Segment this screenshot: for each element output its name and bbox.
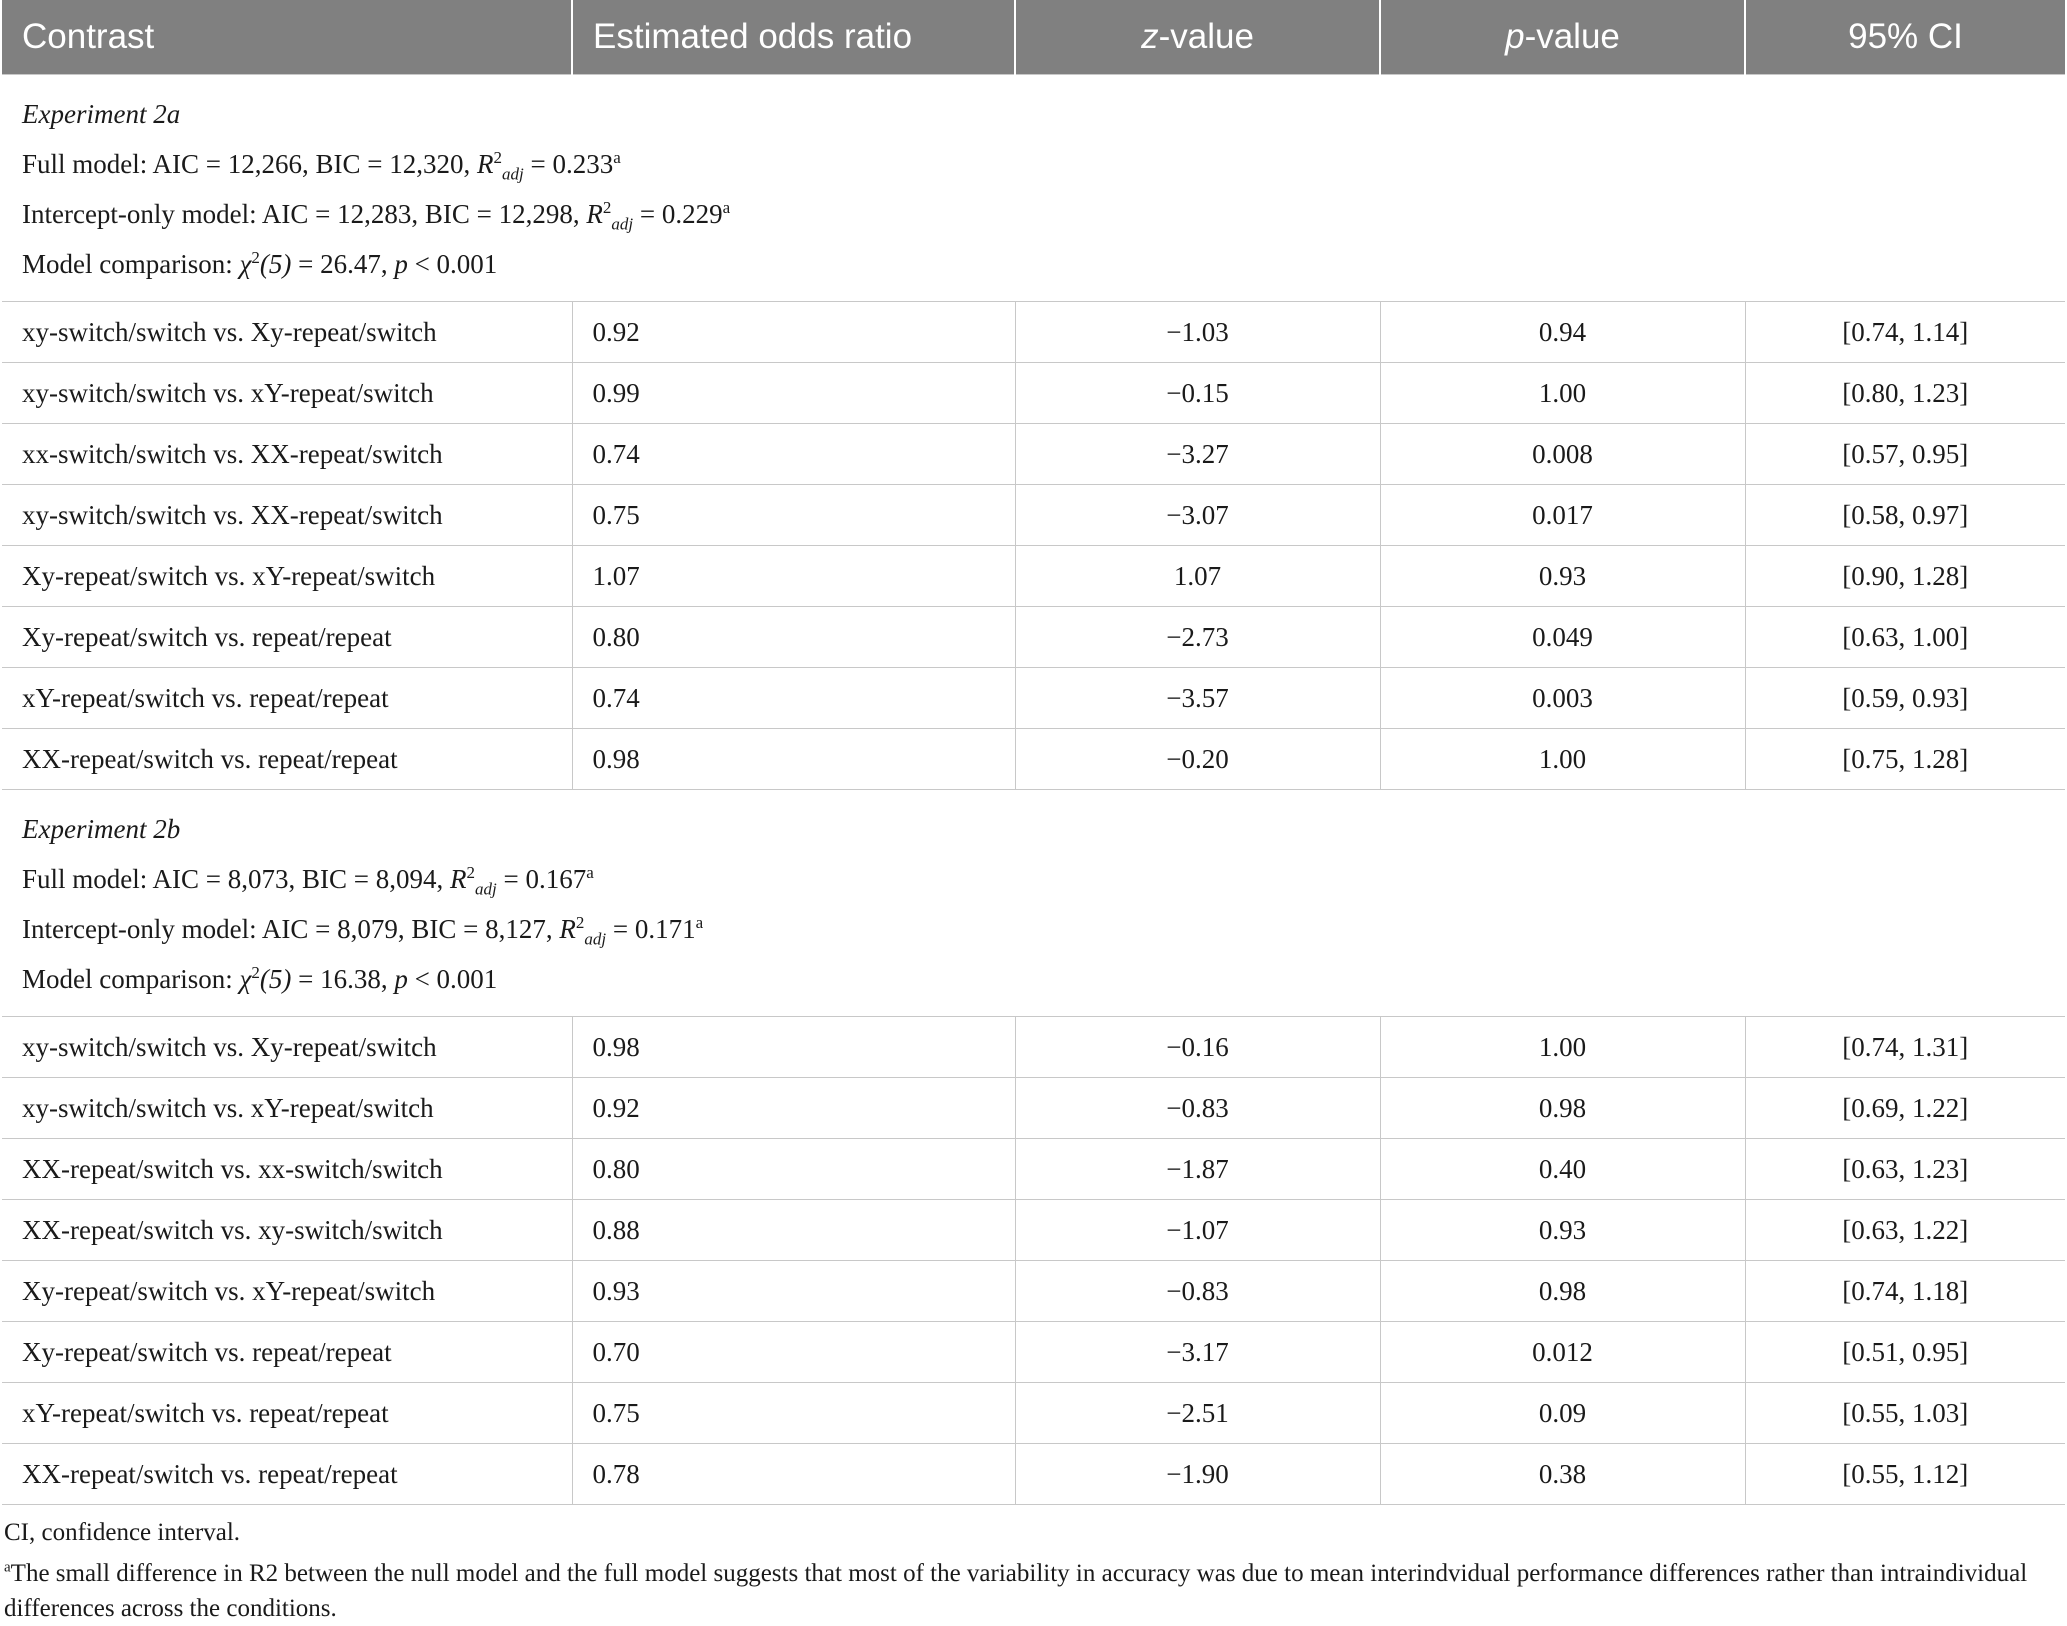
ci-cell: [0.90, 1.28] xyxy=(1745,546,2065,607)
z-value-cell: −3.17 xyxy=(1015,1322,1380,1383)
comparison-p: p xyxy=(394,249,408,279)
z-value-cell: −3.27 xyxy=(1015,424,1380,485)
intercept-model-line-r: R xyxy=(586,199,603,229)
full-model-line xyxy=(22,854,2065,904)
p-value-cell: 1.00 xyxy=(1380,363,1745,424)
odds-ratio-cell: 0.70 xyxy=(572,1322,1015,1383)
p-value-cell: 0.008 xyxy=(1380,424,1745,485)
table-row xyxy=(2,1444,2065,1505)
contrast-cell: xY-repeat/switch vs. repeat/repeat xyxy=(2,668,572,729)
ci-cell: [0.69, 1.22] xyxy=(1745,1078,2065,1139)
contrast-cell: Xy-repeat/switch vs. repeat/repeat xyxy=(2,1322,572,1383)
ci-cell: [0.74, 1.31] xyxy=(1745,1017,2065,1078)
p-value-cell: 0.003 xyxy=(1380,668,1745,729)
contrast-cell: XX-repeat/switch vs. repeat/repeat xyxy=(2,729,572,790)
table-row xyxy=(2,546,2065,607)
header-z-rest: -value xyxy=(1158,17,1254,56)
intercept-model-line xyxy=(22,189,2065,239)
odds-ratio-cell: 0.92 xyxy=(572,1078,1015,1139)
contrast-cell: Xy-repeat/switch vs. xY-repeat/switch xyxy=(2,1261,572,1322)
p-value-cell: 0.017 xyxy=(1380,485,1745,546)
model-comparison-line xyxy=(22,239,2065,289)
ci-cell: [0.75, 1.28] xyxy=(1745,729,2065,790)
section-header-row xyxy=(2,790,2065,1017)
full-model-line-r: R xyxy=(476,149,494,179)
comparison-chi-sup: 2 xyxy=(251,248,260,267)
table-row xyxy=(2,607,2065,668)
ci-cell: [0.58, 0.97] xyxy=(1745,485,2065,546)
z-value-cell: −1.03 xyxy=(1015,302,1380,363)
comparison-prefix: Model comparison: xyxy=(22,964,240,994)
contrast-cell: xy-switch/switch vs. xY-repeat/switch xyxy=(2,363,572,424)
p-value-cell: 0.93 xyxy=(1380,546,1745,607)
section-header-row xyxy=(2,75,2065,302)
odds-ratio-cell: 0.74 xyxy=(572,668,1015,729)
ci-cell: [0.63, 1.23] xyxy=(1745,1139,2065,1200)
p-value-cell: 1.00 xyxy=(1380,729,1745,790)
header-p-value xyxy=(1380,0,1745,75)
p-value-cell: 0.012 xyxy=(1380,1322,1745,1383)
intercept-model-line-r-sup: 2 xyxy=(575,913,585,932)
intercept-model-line-value: = 0.171 xyxy=(606,914,696,944)
footnote-text: The small difference in R2 between the null model and the full model suggests that most of the variability in accuracy was due to mean interindvidual performance differences rather than intraindividual differences across the conditions. xyxy=(4,1560,2028,1622)
intercept-model-line-note: a xyxy=(695,913,704,932)
z-value-cell: −2.73 xyxy=(1015,607,1380,668)
intercept-model-line-r-sup: 2 xyxy=(602,198,612,217)
footnote-marker: a xyxy=(4,1559,11,1576)
section-title: Experiment 2a xyxy=(22,99,181,129)
full-model-line-prefix: Full model: AIC = 12,266, BIC = 12,320, xyxy=(22,149,477,179)
odds-ratio-cell: 0.74 xyxy=(572,424,1015,485)
p-value-cell: 0.049 xyxy=(1380,607,1745,668)
table-row xyxy=(2,1139,2065,1200)
full-model-line-r-sup: 2 xyxy=(493,148,502,167)
z-value-cell: −0.83 xyxy=(1015,1261,1380,1322)
full-model-line-r-sub: adj xyxy=(501,164,524,184)
ci-cell: [0.63, 1.00] xyxy=(1745,607,2065,668)
comparison-p-value: < 0.001 xyxy=(407,964,498,994)
odds-ratio-cell: 1.07 xyxy=(572,546,1015,607)
model-comparison-line xyxy=(22,954,2065,1004)
full-model-line-prefix: Full model: AIC = 8,073, BIC = 8,094, xyxy=(22,864,450,894)
table-row xyxy=(2,1200,2065,1261)
contrast-cell: xy-switch/switch vs. XX-repeat/switch xyxy=(2,485,572,546)
z-value-cell: −1.07 xyxy=(1015,1200,1380,1261)
ci-cell: [0.63, 1.22] xyxy=(1745,1200,2065,1261)
table-notes xyxy=(2,1505,2044,1626)
header-z-italic: z xyxy=(1141,17,1159,56)
odds-ratio-cell: 0.98 xyxy=(572,1017,1015,1078)
contrast-results-table xyxy=(2,0,2065,1505)
comparison-value: = 26.47, xyxy=(291,249,395,279)
header-z-value xyxy=(1015,0,1380,75)
intercept-model-line-r-sub: adj xyxy=(611,214,634,234)
ci-cell: [0.51, 0.95] xyxy=(1745,1322,2065,1383)
intercept-model-line-note: a xyxy=(722,198,731,217)
comparison-prefix: Model comparison: xyxy=(22,249,240,279)
table-row xyxy=(2,302,2065,363)
z-value-cell: −1.87 xyxy=(1015,1139,1380,1200)
ci-cell: [0.59, 0.93] xyxy=(1745,668,2065,729)
contrast-cell: XX-repeat/switch vs. repeat/repeat xyxy=(2,1444,572,1505)
comparison-chi-sup: 2 xyxy=(251,963,260,982)
ci-cell: [0.74, 1.18] xyxy=(1745,1261,2065,1322)
contrast-cell: xy-switch/switch vs. Xy-repeat/switch xyxy=(2,1017,572,1078)
header-p-italic: p xyxy=(1505,17,1525,56)
contrast-cell: xy-switch/switch vs. xY-repeat/switch xyxy=(2,1078,572,1139)
full-model-line-note: a xyxy=(613,148,621,167)
intercept-model-line-r-sub: adj xyxy=(584,929,607,949)
z-value-cell: −0.83 xyxy=(1015,1078,1380,1139)
odds-ratio-cell: 0.88 xyxy=(572,1200,1015,1261)
table-body xyxy=(2,75,2065,1505)
z-value-cell: −0.16 xyxy=(1015,1017,1380,1078)
contrast-cell: XX-repeat/switch vs. xy-switch/switch xyxy=(2,1200,572,1261)
table-row xyxy=(2,485,2065,546)
table-row xyxy=(2,363,2065,424)
odds-ratio-cell: 0.92 xyxy=(572,302,1015,363)
odds-ratio-cell: 0.80 xyxy=(572,1139,1015,1200)
z-value-cell: 1.07 xyxy=(1015,546,1380,607)
section-title: Experiment 2b xyxy=(22,814,181,844)
table-row xyxy=(2,729,2065,790)
full-model-line-r-sub: adj xyxy=(474,879,497,899)
odds-ratio-cell: 0.99 xyxy=(572,363,1015,424)
odds-ratio-cell: 0.80 xyxy=(572,607,1015,668)
full-model-line-value: = 0.233 xyxy=(523,149,614,179)
ci-cell: [0.80, 1.23] xyxy=(1745,363,2065,424)
p-value-cell: 0.93 xyxy=(1380,1200,1745,1261)
full-model-line-value: = 0.167 xyxy=(496,864,587,894)
intercept-model-line-r: R xyxy=(559,914,576,944)
odds-ratio-cell: 0.98 xyxy=(572,729,1015,790)
contrast-cell: Xy-repeat/switch vs. repeat/repeat xyxy=(2,607,572,668)
ci-cell: [0.74, 1.14] xyxy=(1745,302,2065,363)
z-value-cell: −0.15 xyxy=(1015,363,1380,424)
p-value-cell: 0.09 xyxy=(1380,1383,1745,1444)
odds-ratio-cell: 0.75 xyxy=(572,485,1015,546)
table-row xyxy=(2,1322,2065,1383)
z-value-cell: −3.57 xyxy=(1015,668,1380,729)
full-model-line-r: R xyxy=(449,864,467,894)
intercept-model-line-prefix: Intercept-only model: AIC = 8,079, BIC = 8,127, xyxy=(22,914,560,944)
abbreviation-note: CI, confidence interval. xyxy=(4,1519,241,1546)
header-ci: 95% CI xyxy=(1745,0,2065,75)
comparison-chi: χ xyxy=(239,249,252,279)
footnote-a xyxy=(4,1556,2044,1626)
table-row xyxy=(2,1078,2065,1139)
header-p-rest: -value xyxy=(1524,17,1620,56)
comparison-value: = 16.38, xyxy=(291,964,395,994)
comparison-chi: χ xyxy=(239,964,252,994)
p-value-cell: 0.94 xyxy=(1380,302,1745,363)
z-value-cell: −2.51 xyxy=(1015,1383,1380,1444)
p-value-cell: 0.40 xyxy=(1380,1139,1745,1200)
contrast-cell: xy-switch/switch vs. Xy-repeat/switch xyxy=(2,302,572,363)
header-row xyxy=(2,0,2065,75)
intercept-model-line-value: = 0.229 xyxy=(633,199,723,229)
z-value-cell: −0.20 xyxy=(1015,729,1380,790)
intercept-model-line xyxy=(22,904,2065,954)
z-value-cell: −3.07 xyxy=(1015,485,1380,546)
contrast-cell: Xy-repeat/switch vs. xY-repeat/switch xyxy=(2,546,572,607)
ci-cell: [0.55, 1.03] xyxy=(1745,1383,2065,1444)
comparison-df: (5) xyxy=(259,249,292,279)
table-row xyxy=(2,1261,2065,1322)
table-row xyxy=(2,1017,2065,1078)
p-value-cell: 0.98 xyxy=(1380,1261,1745,1322)
comparison-df: (5) xyxy=(259,964,292,994)
header-odds-ratio: Estimated odds ratio xyxy=(572,0,1015,75)
p-value-cell: 0.38 xyxy=(1380,1444,1745,1505)
full-model-line-r-sup: 2 xyxy=(466,863,475,882)
p-value-cell: 0.98 xyxy=(1380,1078,1745,1139)
p-value-cell: 1.00 xyxy=(1380,1017,1745,1078)
contrast-cell: xY-repeat/switch vs. repeat/repeat xyxy=(2,1383,572,1444)
table-row xyxy=(2,1383,2065,1444)
results-table-container xyxy=(2,0,2065,1626)
z-value-cell: −1.90 xyxy=(1015,1444,1380,1505)
table-row xyxy=(2,668,2065,729)
ci-cell: [0.57, 0.95] xyxy=(1745,424,2065,485)
contrast-cell: xx-switch/switch vs. XX-repeat/switch xyxy=(2,424,572,485)
ci-cell: [0.55, 1.12] xyxy=(1745,1444,2065,1505)
odds-ratio-cell: 0.93 xyxy=(572,1261,1015,1322)
table-row xyxy=(2,424,2065,485)
odds-ratio-cell: 0.75 xyxy=(572,1383,1015,1444)
comparison-p: p xyxy=(394,964,408,994)
contrast-cell: XX-repeat/switch vs. xx-switch/switch xyxy=(2,1139,572,1200)
section-info-cell xyxy=(2,75,2065,302)
comparison-p-value: < 0.001 xyxy=(407,249,498,279)
full-model-line-note: a xyxy=(586,863,594,882)
intercept-model-line-prefix: Intercept-only model: AIC = 12,283, BIC = 12,298, xyxy=(22,199,587,229)
full-model-line xyxy=(22,139,2065,189)
table-header xyxy=(2,0,2065,75)
odds-ratio-cell: 0.78 xyxy=(572,1444,1015,1505)
header-contrast: Contrast xyxy=(2,0,572,75)
section-info-cell xyxy=(2,790,2065,1017)
